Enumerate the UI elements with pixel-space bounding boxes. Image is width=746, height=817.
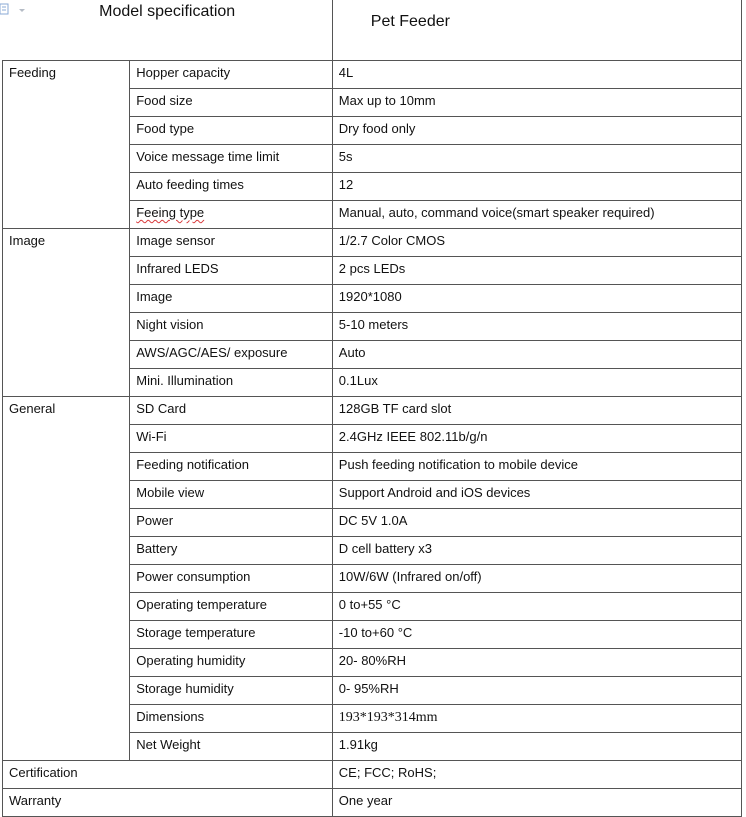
parameter-label: Operating humidity [136,653,246,668]
product-name-heading: Pet Feeder [332,0,741,61]
parameter-cell [130,705,333,733]
parameter-label: Image [136,289,173,304]
value-cell [332,397,741,425]
table-row [3,397,742,425]
parameter-label: Operating temperature [136,597,268,612]
parameter-label: Food size [136,93,193,108]
value-text: 10W/6W (Infrared on/off) [338,569,482,584]
parameter-label: Storage temperature [136,625,256,640]
parameter-cell [130,117,333,145]
value-text: 1.91kg [338,737,378,752]
parameter-cell [130,341,333,369]
value-cell [332,733,741,761]
parameter-label: Battery [136,541,178,556]
value-text: 4L [338,65,354,80]
parameter-label: Auto feeding times [136,177,244,192]
parameter-cell [130,397,333,425]
value-cell [332,89,741,117]
parameter-label: Storage humidity [136,681,234,696]
parameter-cell [130,425,333,453]
parameter-cell [130,229,333,257]
parameter-cell [130,481,333,509]
value-text: -10 to+60 °C [338,625,413,640]
value-text: 2 pcs LEDs [338,261,406,276]
value-text: Dry food only [338,121,416,136]
parameter-label: Net Weight [136,737,201,752]
parameter-label: Dimensions [136,709,205,724]
value-text: Manual, auto, command voice(smart speaker required) [338,205,655,220]
value-text: 1/2.7 Color CMOS [338,233,445,248]
parameter-label: Mobile view [136,485,205,500]
table-header-row [3,0,742,61]
category-cell: General [3,397,130,761]
value-text: Push feeding notification to mobile device [338,457,579,472]
value-text: 2.4GHz IEEE 802.11b/g/n [338,429,488,444]
value-cell [332,537,741,565]
parameter-label: Power consumption [136,569,251,584]
value-cell [332,313,741,341]
parameter-label: Power [136,513,174,528]
value-cell [332,481,741,509]
value-cell [332,341,741,369]
parameter-cell [130,313,333,341]
value-text: 5s [338,149,353,164]
value-cell [332,145,741,173]
value-text: 128GB TF card slot [338,401,452,416]
value-cell [332,565,741,593]
parameter-label: Voice message time limit [136,149,280,164]
value-text: Support Android and iOS devices [338,485,531,500]
parameter-cell [130,621,333,649]
parameter-cell [130,565,333,593]
value-cell [332,425,741,453]
value-text: D cell battery x3 [338,541,432,556]
parameter-label: Hopper capacity [136,65,231,80]
value-text: DC 5V 1.0A [338,513,408,528]
value-cell [332,117,741,145]
parameter-cell [130,257,333,285]
value-text: 0 to+55 °C [338,597,401,612]
parameter-cell [130,201,333,229]
table-row [3,61,742,89]
parameter-label: Food type [136,121,195,136]
value-text: Max up to 10mm [338,93,436,108]
parameter-label: Image sensor [136,233,215,248]
value-text: 5-10 meters [338,317,409,332]
parameter-cell [130,733,333,761]
value-cell [332,61,741,89]
value-text: 1920*1080 [338,289,402,304]
footer-label-cell: Warranty [3,789,333,817]
parameter-cell [130,285,333,313]
spec-table [2,0,742,817]
parameter-cell [130,677,333,705]
value-cell [332,705,741,733]
parameter-label: Wi-Fi [136,429,167,444]
value-cell [332,649,741,677]
category-cell: Feeding [3,61,130,229]
parameter-cell [130,145,333,173]
value-cell [332,621,741,649]
value-cell [332,285,741,313]
footer-value-cell: One year [332,789,741,817]
value-cell [332,593,741,621]
parameter-cell [130,369,333,397]
parameter-label: Night vision [136,317,204,332]
model-spec-heading: Model specification [3,0,333,61]
value-text: 193*193*314mm [338,710,438,725]
parameter-cell [130,61,333,89]
table-row [3,229,742,257]
parameter-label: SD Card [136,401,187,416]
value-cell [332,677,741,705]
parameter-cell [130,89,333,117]
footer-label-cell: Certification [3,761,333,789]
value-cell [332,257,741,285]
value-text: 12 [338,177,354,192]
parameter-label: Feeding notification [136,457,249,472]
value-cell [332,201,741,229]
parameter-cell [130,509,333,537]
category-cell: Image [3,229,130,397]
parameter-cell [130,593,333,621]
parameter-cell [130,453,333,481]
parameter-cell [130,173,333,201]
parameter-label: Feeing type [136,205,205,220]
parameter-label: Infrared LEDS [136,261,219,276]
value-cell [332,229,741,257]
table-row [3,761,742,789]
footer-value-cell: CE; FCC; RoHS; [332,761,741,789]
value-cell [332,369,741,397]
value-text: 20- 80%RH [338,653,406,668]
parameter-cell [130,649,333,677]
value-cell [332,453,741,481]
parameter-label: Mini. Illumination [136,373,234,388]
value-text: 0- 95%RH [338,681,399,696]
value-text: 0.1Lux [338,373,378,388]
value-cell [332,509,741,537]
parameter-label: AWS/AGC/AES/ exposure [136,345,288,360]
table-row [3,789,742,817]
value-text: Auto [338,345,366,360]
parameter-cell [130,537,333,565]
value-cell [332,173,741,201]
